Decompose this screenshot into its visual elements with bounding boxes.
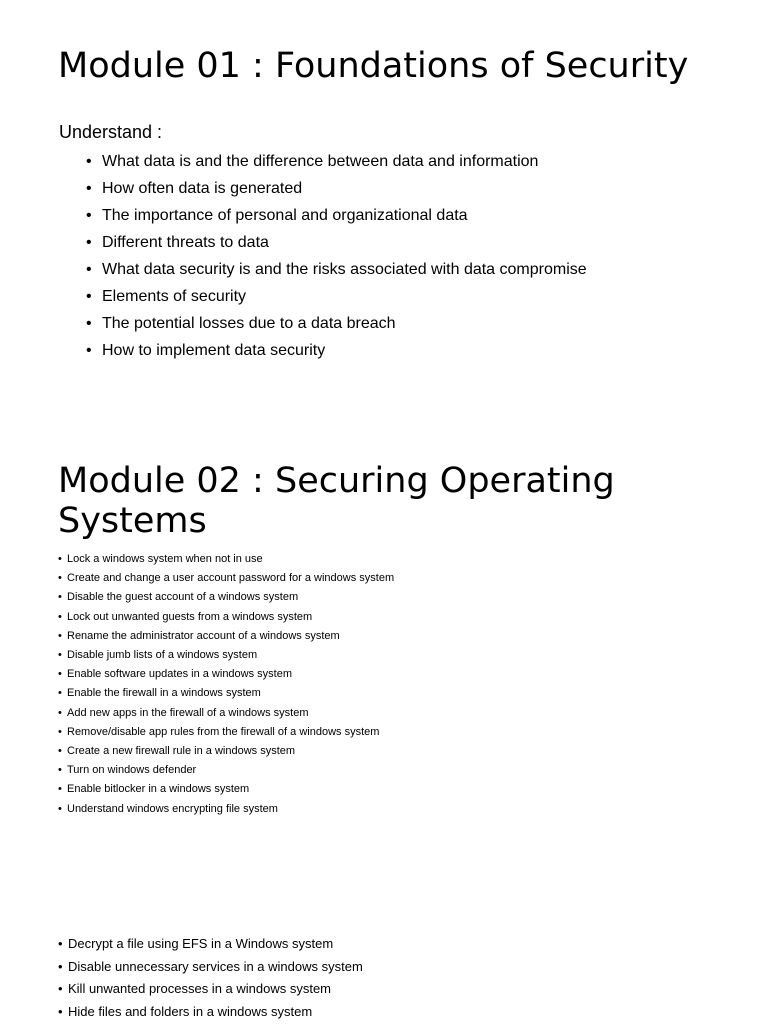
module-02-continued-list: [58, 933, 738, 1023]
module-02-title: Module 02 : Securing Operating Systems: [58, 461, 615, 541]
module-01-list: [86, 148, 746, 364]
module-01-title: Module 01 : Foundations of Security: [58, 46, 689, 86]
list-item: • Remove/disable app rules from the firewall of a windows system: [58, 723, 738, 742]
list-item: • Disable the guest account of a windows system: [58, 588, 738, 607]
list-item: • Lock a windows system when not in use: [58, 550, 738, 569]
list-item: • Disable jumb lists of a windows system: [58, 646, 738, 665]
list-item: • The potential losses due to a data breach: [86, 310, 746, 337]
list-item: • Create a new firewall rule in a windows system: [58, 742, 738, 761]
list-item: • How to implement data security: [86, 337, 746, 364]
list-item: • Disable unnecessary services in a windows system: [58, 956, 738, 979]
list-item: • What data security is and the risks associated with data compromise: [86, 256, 746, 283]
list-item: • How often data is generated: [86, 175, 746, 202]
list-item: • The importance of personal and organizational data: [86, 202, 746, 229]
list-item: • Elements of security: [86, 283, 746, 310]
list-item: • Enable software updates in a windows system: [58, 665, 738, 684]
list-item: • Enable bitlocker in a windows system: [58, 780, 738, 799]
list-item: • Kill unwanted processes in a windows system: [58, 978, 738, 1001]
list-item: • Enable the firewall in a windows system: [58, 684, 738, 703]
list-item: • Rename the administrator account of a windows system: [58, 627, 738, 646]
list-item: • Lock out unwanted guests from a windows system: [58, 608, 738, 627]
list-item: • Hide files and folders in a windows system: [58, 1001, 738, 1024]
module-01-intro: Understand :: [59, 122, 163, 142]
module-02-list: [58, 550, 738, 819]
list-item: • Create and change a user account password for a windows system: [58, 569, 738, 588]
list-item: • Decrypt a file using EFS in a Windows system: [58, 933, 738, 956]
list-item: • What data is and the difference between data and information: [86, 148, 746, 175]
list-item: • Turn on windows defender: [58, 761, 738, 780]
list-item: • Understand windows encrypting file system: [58, 800, 738, 819]
list-item: • Add new apps in the firewall of a windows system: [58, 704, 738, 723]
list-item: • Different threats to data: [86, 229, 746, 256]
